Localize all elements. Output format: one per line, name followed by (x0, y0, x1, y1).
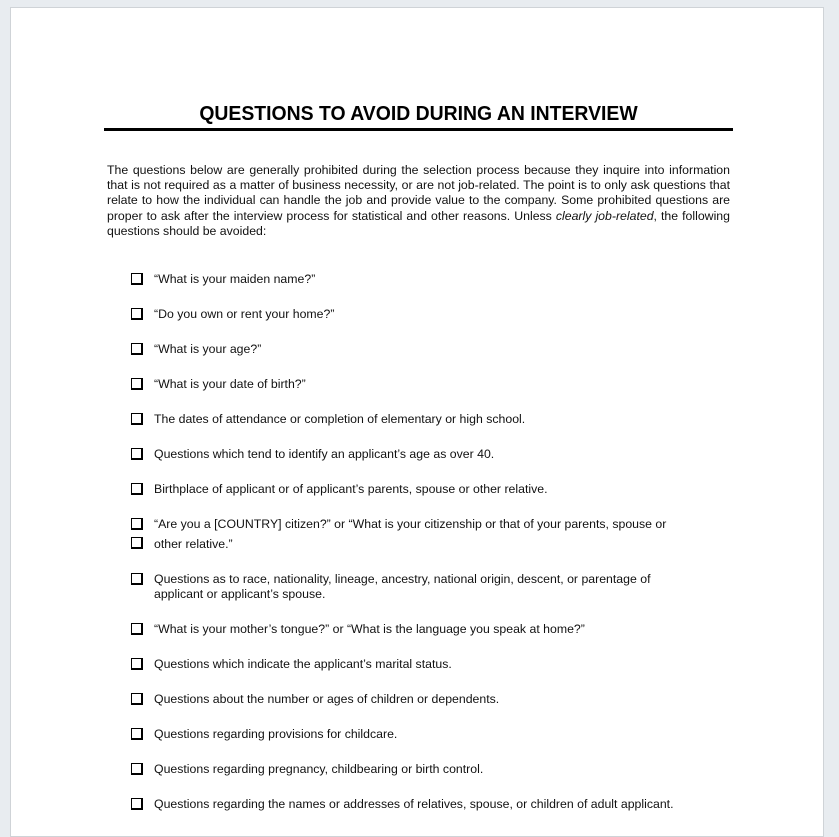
checklist-item-label: Birthplace of applicant or of applicant’s parents, spouse or other relative. (154, 482, 548, 496)
checklist-item-label: Questions regarding the names or addresses of relatives, spouse, or children of adult applicant. (154, 797, 674, 811)
intro-italic-text: clearly job-related (555, 208, 654, 223)
checklist-item-label: “What is your mother’s tongue?” or “What is the language you speak at home?” (154, 622, 585, 636)
questions-checklist (131, 272, 731, 832)
shadowed-checkbox-icon[interactable] (131, 413, 143, 425)
shadowed-checkbox-icon[interactable] (131, 273, 143, 285)
checklist-item-label: “Do you own or rent your home?” (154, 307, 335, 321)
title-underline-rule (104, 128, 733, 131)
shadowed-checkbox-icon[interactable] (131, 798, 143, 810)
shadowed-checkbox-icon[interactable] (131, 308, 143, 320)
checklist-item (131, 342, 731, 357)
checklist-item-label: Questions about the number or ages of children or dependents. (154, 692, 500, 706)
checklist-item (131, 692, 731, 707)
intro-text-1: The questions below are generally prohibited during the selection process because they inquire into information that is not required as a matter of business necessity, or are not job-related. The point is to only ask questions that relate to how the individual can handle the job and provide value to the company. Some prohibited questions are proper to ask after the interview process for statistical and other reasons. Unless (107, 163, 730, 223)
checklist-item-label-line1: “Are you a [COUNTRY] citizen?” or “What is your citizenship or that of your parents, spouse or (154, 517, 667, 531)
shadowed-checkbox-icon[interactable] (131, 343, 143, 355)
shadowed-checkbox-icon[interactable] (131, 378, 143, 390)
intro-paragraph (107, 163, 730, 239)
shadowed-checkbox-icon[interactable] (131, 693, 143, 705)
checklist-item (131, 482, 731, 497)
shadowed-checkbox-icon[interactable] (131, 483, 143, 495)
checklist-item (131, 447, 731, 462)
checklist-item-label: “What is your age?” (154, 342, 262, 356)
checklist-item-label: Questions regarding provisions for childcare. (154, 727, 398, 741)
checklist-item (131, 377, 731, 392)
checklist-item-label: Questions which tend to identify an applicant’s age as over 40. (154, 447, 495, 461)
shadowed-checkbox-icon[interactable] (131, 728, 143, 740)
shadowed-checkbox-icon[interactable] (131, 658, 143, 670)
shadowed-checkbox-icon[interactable] (131, 537, 143, 549)
shadowed-checkbox-icon[interactable] (131, 573, 143, 585)
checklist-item-label-line1: Questions as to race, nationality, lineage, ancestry, national origin, descent, or parentage of (154, 572, 651, 586)
checklist-item-label: Questions which indicate the applicant’s marital status. (154, 657, 452, 671)
shadowed-checkbox-icon[interactable] (131, 518, 143, 530)
checklist-item-label: The dates of attendance or completion of elementary or high school. (154, 412, 526, 426)
document-title: QUESTIONS TO AVOID DURING AN INTERVIEW (199, 103, 638, 125)
checklist-item (131, 762, 731, 777)
shadowed-checkbox-icon[interactable] (131, 763, 143, 775)
shadowed-checkbox-icon[interactable] (131, 623, 143, 635)
checklist-item (131, 727, 731, 742)
checklist-item (131, 412, 731, 427)
checklist-item (131, 622, 731, 637)
checklist-item (131, 272, 731, 287)
checklist-item-citizenship (131, 517, 731, 552)
checklist-item-label: “What is your date of birth?” (154, 377, 306, 391)
checklist-item-label: Questions regarding pregnancy, childbearing or birth control. (154, 762, 484, 776)
intro-text-2: , the following questions should be avoided: (107, 208, 730, 238)
checklist-item (131, 797, 731, 812)
checklist-item (131, 657, 731, 672)
checklist-item-race (131, 572, 731, 602)
checklist-item-label: “What is your maiden name?” (154, 272, 316, 286)
checklist-item-label-line2: other relative.” (154, 537, 233, 551)
shadowed-checkbox-icon[interactable] (131, 448, 143, 460)
checklist-item (131, 307, 731, 322)
document-page (10, 7, 824, 837)
checklist-item-label-line2: applicant or applicant’s spouse. (154, 587, 326, 601)
